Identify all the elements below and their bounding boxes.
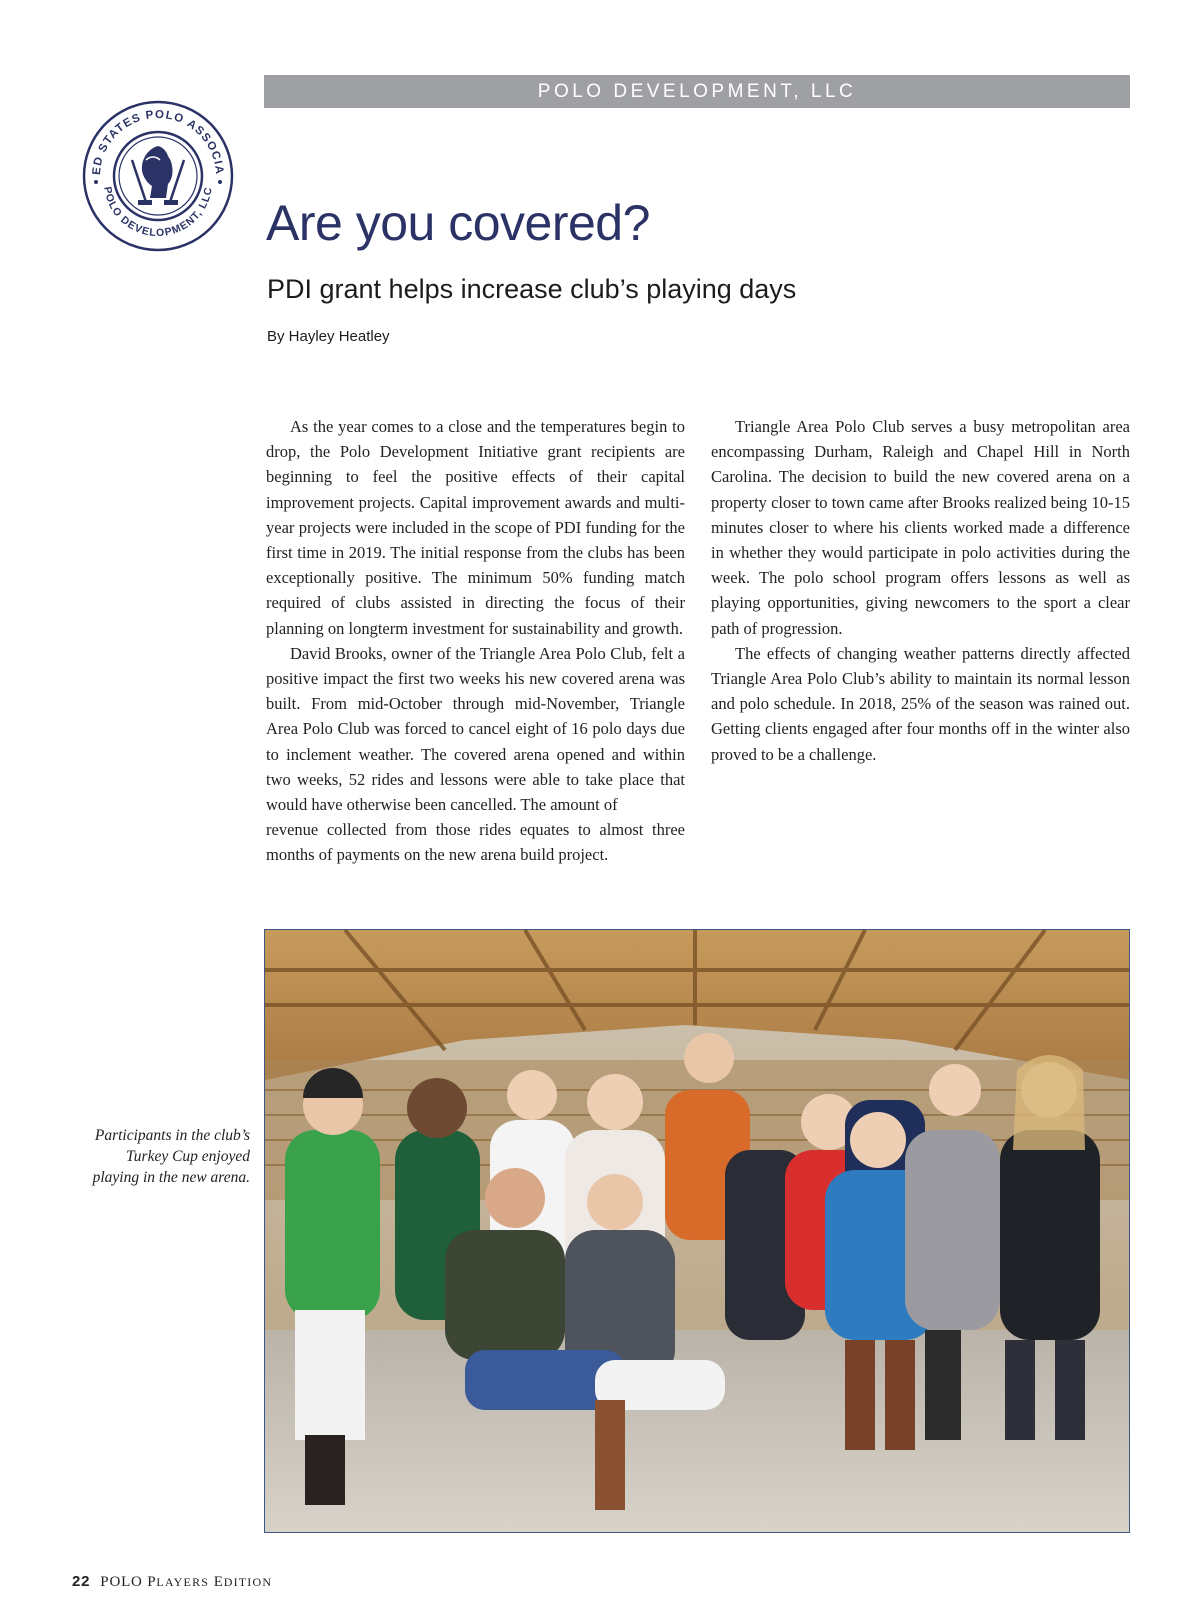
horse-and-mallets-emblem-icon <box>80 98 236 254</box>
section-label: POLO DEVELOPMENT, LLC <box>537 80 857 102</box>
publication-initial-e: E <box>213 1574 224 1590</box>
page-footer <box>72 1573 272 1591</box>
article-title: Are you covered? <box>266 195 650 251</box>
article-subtitle: PDI grant helps increase club’s playing days <box>267 274 797 304</box>
arena-group-photo-image <box>265 930 1130 1533</box>
publication-initial-p: P <box>147 1574 157 1590</box>
uspa-polo-development-logo <box>80 98 236 254</box>
article-paragraph: As the year comes to a close and the temperatures begin to drop, the Polo Development Initiative grant recipients are beginning to feel the positive effects of their capital improvement projects. Capital improvement awards and multi-year projects were included in the scope of PDI funding for the first time in 2019. The initial response from the clubs has been exceptionally positive. The minimum 50% funding match required of clubs assisted in directing the focus of their planning on longterm investment for sustainability and growth. <box>266 417 685 638</box>
publication-rest-p: LAYERS <box>156 1575 210 1589</box>
section-header-bar <box>264 75 1130 108</box>
article-paragraph: David Brooks, owner of the Triangle Area Polo Club, felt a positive impact the first two weeks his new covered arena was built. From mid-October through mid-November, Triangle Area Polo Club was forced to cancel eight of 16 polo days due to inclement weather. The covered arena opened and within two weeks, 52 rides and lessons were able to take place that would have otherwise been cancelled. The amount of <box>266 643 685 815</box>
article-paragraph: Triangle Area Polo Club serves a busy metropolitan area encompassing Durham, Raleigh and Chapel Hill in North Carolina. The decision to build the new covered arena on a property closer to town came after Brooks realized being 10-15 minutes closer to where his clients worked made a difference in whether they would participate in polo activities during the week. The polo school program offers lessons as well as playing opportunities, giving newcomers to the sport a clear path of progression. <box>711 417 1130 638</box>
article-body <box>266 414 1130 900</box>
logo-bottom-text: POLO DEVELOPMENT, LLC <box>101 185 215 240</box>
group-photo <box>264 929 1130 1533</box>
photo-caption: Participants in the club’s Turkey Cup enjoyed playing in the new arena. <box>92 1127 250 1186</box>
publication-word1: POLO <box>100 1574 143 1590</box>
page-number: 22 <box>72 1573 91 1590</box>
article-byline: By Hayley Heatley <box>267 328 390 345</box>
article-paragraph: revenue collected from those rides equates to almost three months of payments on the new arena build project. <box>266 820 685 865</box>
logo-top-text: ED STATES POLO ASSOCIA <box>90 108 226 176</box>
article-paragraph: The effects of changing weather patterns directly affected Triangle Area Polo Club’s ability to maintain its normal lesson and polo schedule. In 2018, 25% of the season was rained out. Getting clients engaged after four months off in the winter also proved to be a challenge. <box>711 643 1130 764</box>
publication-rest-e: DITION <box>223 1575 273 1589</box>
